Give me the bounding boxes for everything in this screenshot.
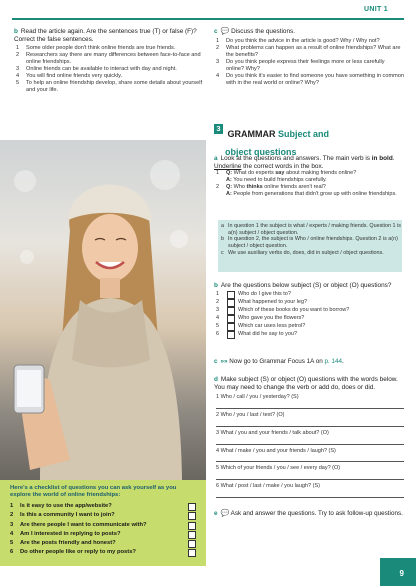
answer-line[interactable]	[216, 426, 404, 427]
page-number: 9	[399, 569, 404, 578]
instruction-bold: in bold	[371, 155, 393, 162]
unit-label: UNIT 1	[364, 6, 388, 13]
exercise-instruction: Discuss the questions.	[231, 28, 296, 35]
instruction-underline: Underline	[214, 162, 242, 170]
question-item: 1 Who do I give this to?	[216, 290, 291, 297]
checkbox[interactable]	[188, 540, 196, 548]
checkbox[interactable]	[188, 503, 196, 511]
qa-item: 1 Q: What do experts say about making friends online? A: You need to build friendships carefully.	[216, 170, 357, 183]
exercise-letter: c	[214, 28, 218, 35]
instruction-part: .	[392, 155, 395, 162]
section-number: 3	[214, 124, 223, 134]
checklist-box	[0, 480, 206, 566]
exercise-instruction: Ask and answer the questions. Try to ask follow-up questions.	[230, 510, 403, 517]
checkbox[interactable]	[188, 522, 196, 530]
exercise-b-grammar	[214, 282, 404, 338]
exercise-letter: d	[214, 376, 218, 383]
exercise-b	[14, 28, 204, 94]
page-number-corner	[380, 558, 416, 586]
exercise-a	[214, 155, 404, 197]
exercise-d	[214, 376, 404, 501]
double-arrow-icon: »»	[220, 358, 228, 365]
grammar-rule-box	[218, 220, 402, 272]
instruction-part: Look at the questions and answers. The main verb is	[220, 155, 370, 162]
rule-item: b In question 2, the subject is Who / online friendships. Question 2 is a(n) subject / object question.	[221, 236, 398, 250]
checklist-item: 4 Am I interested in replying to posts?	[10, 530, 196, 539]
instruction-text: .	[342, 358, 344, 365]
write-item: 1 Who / call / you / yesterday? (S)	[214, 394, 404, 412]
list-item: 4 You will find online friends very quickly.	[16, 73, 123, 80]
list-item: 3 Do you think people express their feelings more or less carefully online? Why?	[216, 58, 385, 72]
woman-illustration	[0, 140, 206, 480]
list-item: 4 Do you think it's easier to find someone you have something in common with in the real world or online? Why?	[216, 72, 404, 86]
exercise-instruction: Read the article again. Are the sentences true (T) or false (F)? Correct the false sentences.	[14, 28, 197, 43]
write-item: 6 What / post / last / make / you laugh? (S)	[214, 483, 404, 501]
question-item: 2 What happened to your leg?	[216, 298, 308, 305]
write-item: 2 Who / you / last / text? (O)	[214, 412, 404, 430]
exercise-c	[214, 28, 404, 87]
exercise-instruction: Are the questions below subject (S) or object (O) questions?	[220, 282, 392, 289]
list-item: 5 To help an online friendship develop, share some details about yourself and your life.	[16, 80, 203, 94]
list-item: 2 What problems can happen as a result of online friendships? What are the benefits?	[216, 44, 401, 58]
checklist-item: 3 Are there people I want to communicate with?	[10, 521, 196, 530]
exercise-c-grammar-focus	[214, 358, 404, 365]
answer-line[interactable]	[216, 497, 404, 498]
unit-header-rule	[12, 18, 404, 20]
exercise-letter: c	[214, 358, 218, 365]
question-item: 6 What did he say to you?	[216, 330, 298, 337]
answer-line[interactable]	[216, 444, 404, 445]
rule-item: c We use auxiliary verbs do, does, did in subject / object questions.	[221, 249, 384, 256]
list-item: 2 Researchers say there are many differences between face-to-face and online friendships.	[16, 52, 201, 66]
list-item: 1 Do you think the advice in the article is good? Why / Why not?	[216, 37, 380, 44]
qa-item: 2 Q: Who thinks online friends aren't real? A: People from generations that didn't grow up with online friendships.	[216, 183, 397, 197]
checklist-title: Here's a checklist of questions you can ask yourself as you explore the world of online friendships:	[10, 485, 177, 498]
grammar-title-line1: Subject and	[277, 129, 329, 139]
answer-box[interactable]	[227, 331, 235, 339]
grammar-label: GRAMMAR	[227, 129, 276, 139]
speech-icon: 💬	[220, 28, 230, 35]
list-item: 3 Online friends can be available to interact with day and night.	[16, 66, 177, 73]
rule-item: a In question 1 the subject is what / experts / making friends. Question 1 is a(n) subject / object question.	[221, 223, 401, 236]
exercise-letter: a	[214, 155, 218, 162]
exercise-instruction: Make subject (S) or object (O) questions with the words below. You may need to change the verb or add do, does or did.	[214, 376, 398, 391]
write-item: 3 What / you and your friends / talk about? (O)	[214, 430, 404, 448]
exercise-e	[214, 510, 404, 517]
page-link[interactable]: p. 144	[324, 358, 342, 365]
photo-woman-with-phone	[0, 140, 206, 480]
instruction-part: the correct words in the box.	[241, 162, 324, 170]
question-item: 3 Which of these books do you want to borrow?	[216, 306, 350, 313]
checklist-item: 1 Is it easy to use the app/website?	[10, 502, 196, 511]
exercise-letter: b	[214, 282, 218, 289]
question-item: 5 Which car uses less petrol?	[216, 322, 306, 329]
checklist-item: 5 Are the posts friendly and honest?	[10, 539, 196, 548]
exercise-letter: e	[214, 510, 218, 517]
answer-line[interactable]	[216, 408, 404, 409]
question-item: 4 Who gave you the flowers?	[216, 314, 305, 321]
checkbox[interactable]	[188, 531, 196, 539]
write-item: 5 Which of your friends / you / see / every day? (O)	[214, 465, 404, 483]
write-item: 4 What / make / you and your friends / laugh? (S)	[214, 448, 404, 466]
checkbox[interactable]	[188, 549, 196, 557]
grammar-title-line2: object questions	[225, 147, 297, 157]
checkbox[interactable]	[188, 512, 196, 520]
answer-line[interactable]	[216, 461, 404, 462]
instruction-text: Now go to Grammar Focus 1A on	[229, 358, 325, 365]
checklist-item: 2 Is this a community I want to join?	[10, 511, 196, 520]
checklist-item: 6 Do other people like or reply to my posts?	[10, 548, 196, 557]
exercise-letter: b	[14, 28, 18, 35]
speech-icon: 💬	[220, 510, 230, 517]
list-item: 1 Some older people don't think online friends are true friends.	[16, 45, 176, 52]
answer-line[interactable]	[216, 479, 404, 480]
